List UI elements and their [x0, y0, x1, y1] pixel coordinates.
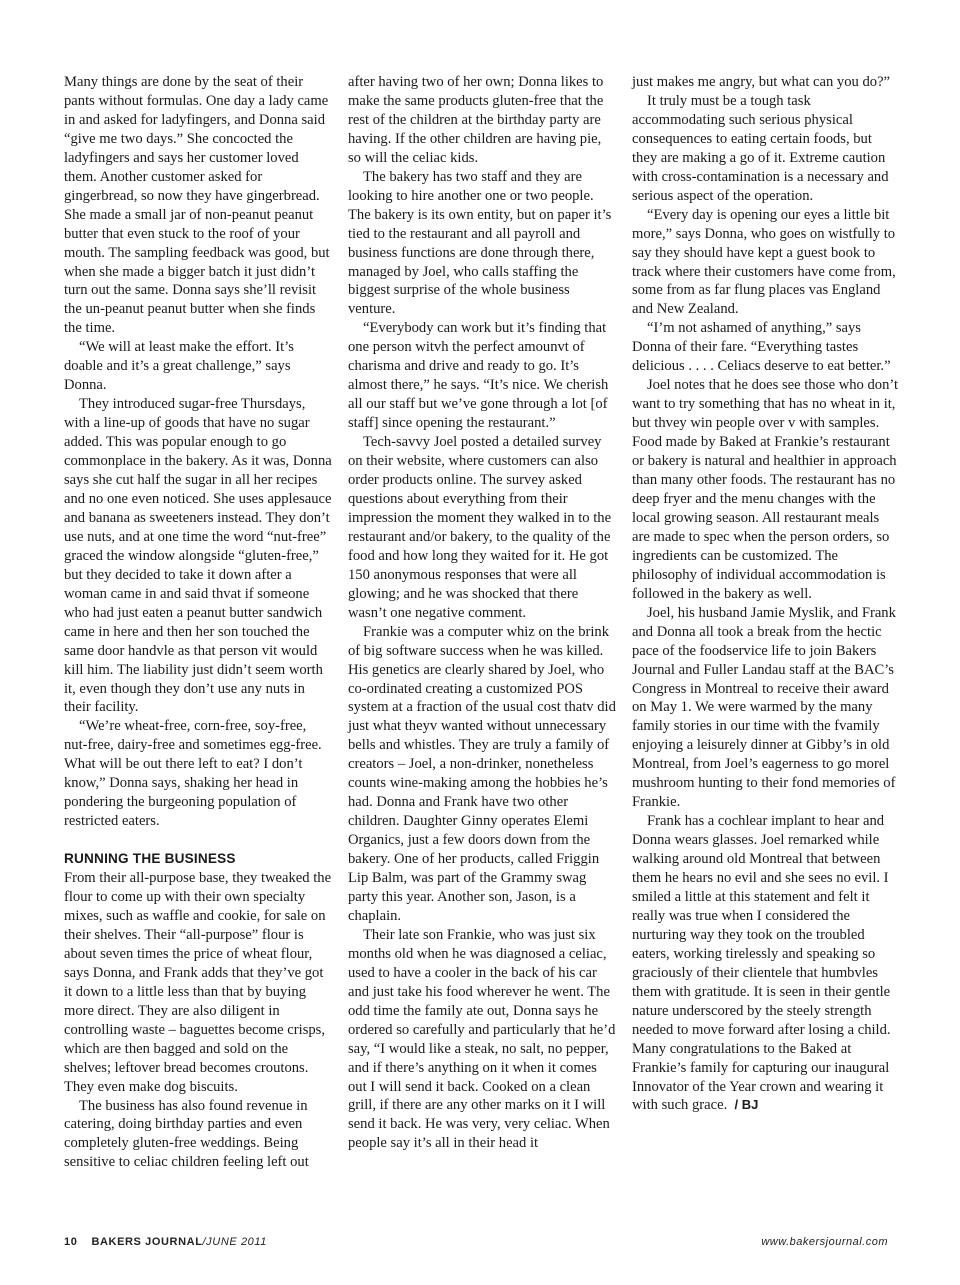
paragraph: “We’re wheat-free, corn-free, soy-free, nut-free, dairy-free and sometimes egg-free. What will be out there left to eat? I don’t know,” Donna says, shaking her head in pondering the burgeoning population of restricted eaters. — [64, 718, 322, 830]
last-paragraph — [632, 812, 900, 1115]
page-number: 10 — [64, 1236, 78, 1248]
paragraph: Frankie was a computer whiz on the brink of big software success when he was killed. His genetics are clearly shared by Joel, who co-ordinated creating a customized POS system at a fraction of the usual cost thatv did just what theyv wanted without unnecessary bells and whistles. They are truly a family of creators – Joel, a non-drinker, nonetheless counts wine-making among the hobbies he’s had. Donna and Frank have two other children. Daughter Ginny operates Elemi Organics, just a few doors down from the bakery. One of her products, called Friggin Lip Balm, was part of the Grammy swag party this year. Another son, Jason, is a chaplain. — [348, 623, 616, 924]
issue-date: /JUNE 2011 — [202, 1236, 268, 1248]
paragraph: after having two of her own; Donna likes to make the same products gluten-free that the rest of the children at the birthday party are having. If the other children are having pie, so will the celiac kids. — [348, 74, 604, 166]
paragraph: The business has also found revenue in catering, doing birthday parties and even completely gluten-free weddings. Being sensitive to celiac children feeling left out — [64, 1097, 309, 1171]
article-column-3 — [632, 73, 900, 1115]
magazine-name: BAKERS JOURNAL — [91, 1236, 203, 1248]
paragraph: “Every day is opening our eyes a little bit more,” says Donna, who goes on wistfully to say they should have kept a guest book to track where their customers have come from, some from as far flung places vas England and New Zealand. — [632, 206, 896, 318]
page-footer — [64, 1236, 888, 1254]
paragraph: “Everybody can work but it’s finding that one person witvh the perfect amounvt of charisma and drive and ready to go. It’s almost there,” he says. “It’s nice. We cherish all our staff but we’ve gone through a lot [of staff] since opening the restaurant.” — [348, 320, 609, 432]
article-column-2 — [348, 73, 616, 1153]
paragraph: From their all-purpose base, they tweaked the flour to come up with their own specialty mixes, such as waffle and cookie, for sale on their shelves. Their “all-purpose” flour is about seven times the price of wheat flour, says Donna, and Frank adds that they’ve got it down to a little less than that by buying more direct. They are also diligent in controlling waste – baguettes become crisps, which are then bagged and sold on the shelves; leftover bread becomes croutons. They even make dog biscuits. — [64, 870, 332, 1095]
paragraph: The bakery has two staff and they are looking to hire another one or two people. The bakery is its own entity, but on paper it’s tied to the restaurant and all payroll and business functions are done through there, managed by Joel, who calls staffing the biggest surprise of the whole business venture. — [348, 168, 612, 318]
paragraph: Many things are done by the seat of their pants without formulas. One day a lady came in and asked for ladyfingers, and Donna said “give me two days.” She concocted the ladyfingers and says her customer loved them. Another customer asked for gingerbread, so now they have gingerbread. She made a small jar of non-peanut peanut butter that even stuck to the roof of your mouth. The sampling feedback was good, but when she made a bigger batch it just didn’t turn out the same. Donna says she’ll revisit the un-peanut peanut butter when she finds the time. — [64, 74, 330, 337]
paragraph: Tech-savvy Joel posted a detailed survey on their website, where customers can also order products online. The survey asked questions about everything from their impression the moment they walked in to the restaurant and/or bakery, to the quality of the food and how long they waited for it. He got 150 anonymous responses that were all glowing; and he was shocked that there wasn’t one negative comment. — [348, 434, 612, 621]
paragraph: They introduced sugar-free Thursdays, with a line-up of goods that have no sugar added. This was popular enough to go commonplace in the bakery. As it was, Donna says she cut half the sugar in all her recipes and no one even noticed. She uses applesauce and banana as sweeteners instead. They don’t use nuts, and at one time the word “nut-free” graced the window alongside “gluten-free,” but they decided to take it down after a woman came in and said thvat if someone who had just eaten a peanut butter sandwich came in here and then her son touched the same door handvle as that person vit would kill him. The liability just didn’t seem worth it, even though they don’t use any nuts in their facility. — [64, 396, 332, 716]
article-column-1 — [64, 73, 332, 1172]
paragraph: Joel, his husband Jamie Myslik, and Frank and Donna all took a break from the hectic pace of the foodservice life to join Bakers Journal and Fuller Landau staff at the BAC’s Congress in Montreal to receive their award on May 1. We were warmed by the many family stories in our time with the fvamily enjoying a leisurely dinner at Gibby’s in old Montreal, from Joel’s eagerness to go morel mushroom hunting to their fond memories of Frankie. — [632, 604, 896, 811]
paragraph: Their late son Frankie, who was just six months old when he was diagnosed a celiac, used to have a cooler in the back of his car and just take his food wherever he went. The odd time the family ate out, Donna says he ordered so carefully and particularly that he’d say, “I would like a steak, no salt, no pepper, and if there’s anything on it when it comes out I will send it back. Cooked on a clean grill, if there are any other marks on it I will send it back. He was very, very celiac. When people say it’s all in their head it — [348, 926, 616, 1152]
section-heading: RUNNING THE BUSINESS — [64, 851, 236, 867]
paragraph: Joel notes that he does see those who don’t want to try something that has no wheat in it, but thvey win people over v with samples. Food made by Baked at Frankie’s restaurant or bakery is natural and healthier in approach than many other foods. The restaurant has no deep fryer and the menu changes with the local growing season. All restaurant meals are made to spec when the person orders, so ingredients can be customized. The philosophy of individual accommodation is followed in the bakery as well. — [632, 377, 899, 602]
paragraph-text: Frank has a cochlear implant to hear and Donna wears glasses. Joel remarked while walking around old Montreal that between them he hears no evil and she sees no evil. I smiled a little at this statement and felt it really was true when I considered the nurturing way they took on the troubled eaters, working tirelessly and speaking so graciously of their clientele that humbvles them with gratitude. It is seen in their gentle nature underscored by the steely strength needed to move forward after losing a child. Many congratulations to the Baked at Frankie’s family for capturing our inaugural Innovator of the Year crown and wearing it with such grace. — [632, 813, 891, 1114]
paragraph: It truly must be a tough task accommodating such serious physical consequences to eating certain foods, but they are making a go of it. Extreme caution with cross-contamination is a necessary and serious aspect of the operation. — [632, 92, 889, 204]
paragraph: “We will at least make the effort. It’s doable and it’s a great challenge,” says Donna. — [64, 339, 294, 394]
paragraph: just makes me angry, but what can you do?” — [632, 74, 891, 90]
author-signature: / BJ — [734, 1097, 759, 1113]
folio — [64, 1236, 267, 1248]
website-url[interactable]: www.bakersjournal.com — [761, 1236, 888, 1248]
paragraph: “I’m not ashamed of anything,” says Donna of their fare. “Everything tastes delicious . . . . Celiacs deserve to eat better.” — [632, 320, 891, 375]
